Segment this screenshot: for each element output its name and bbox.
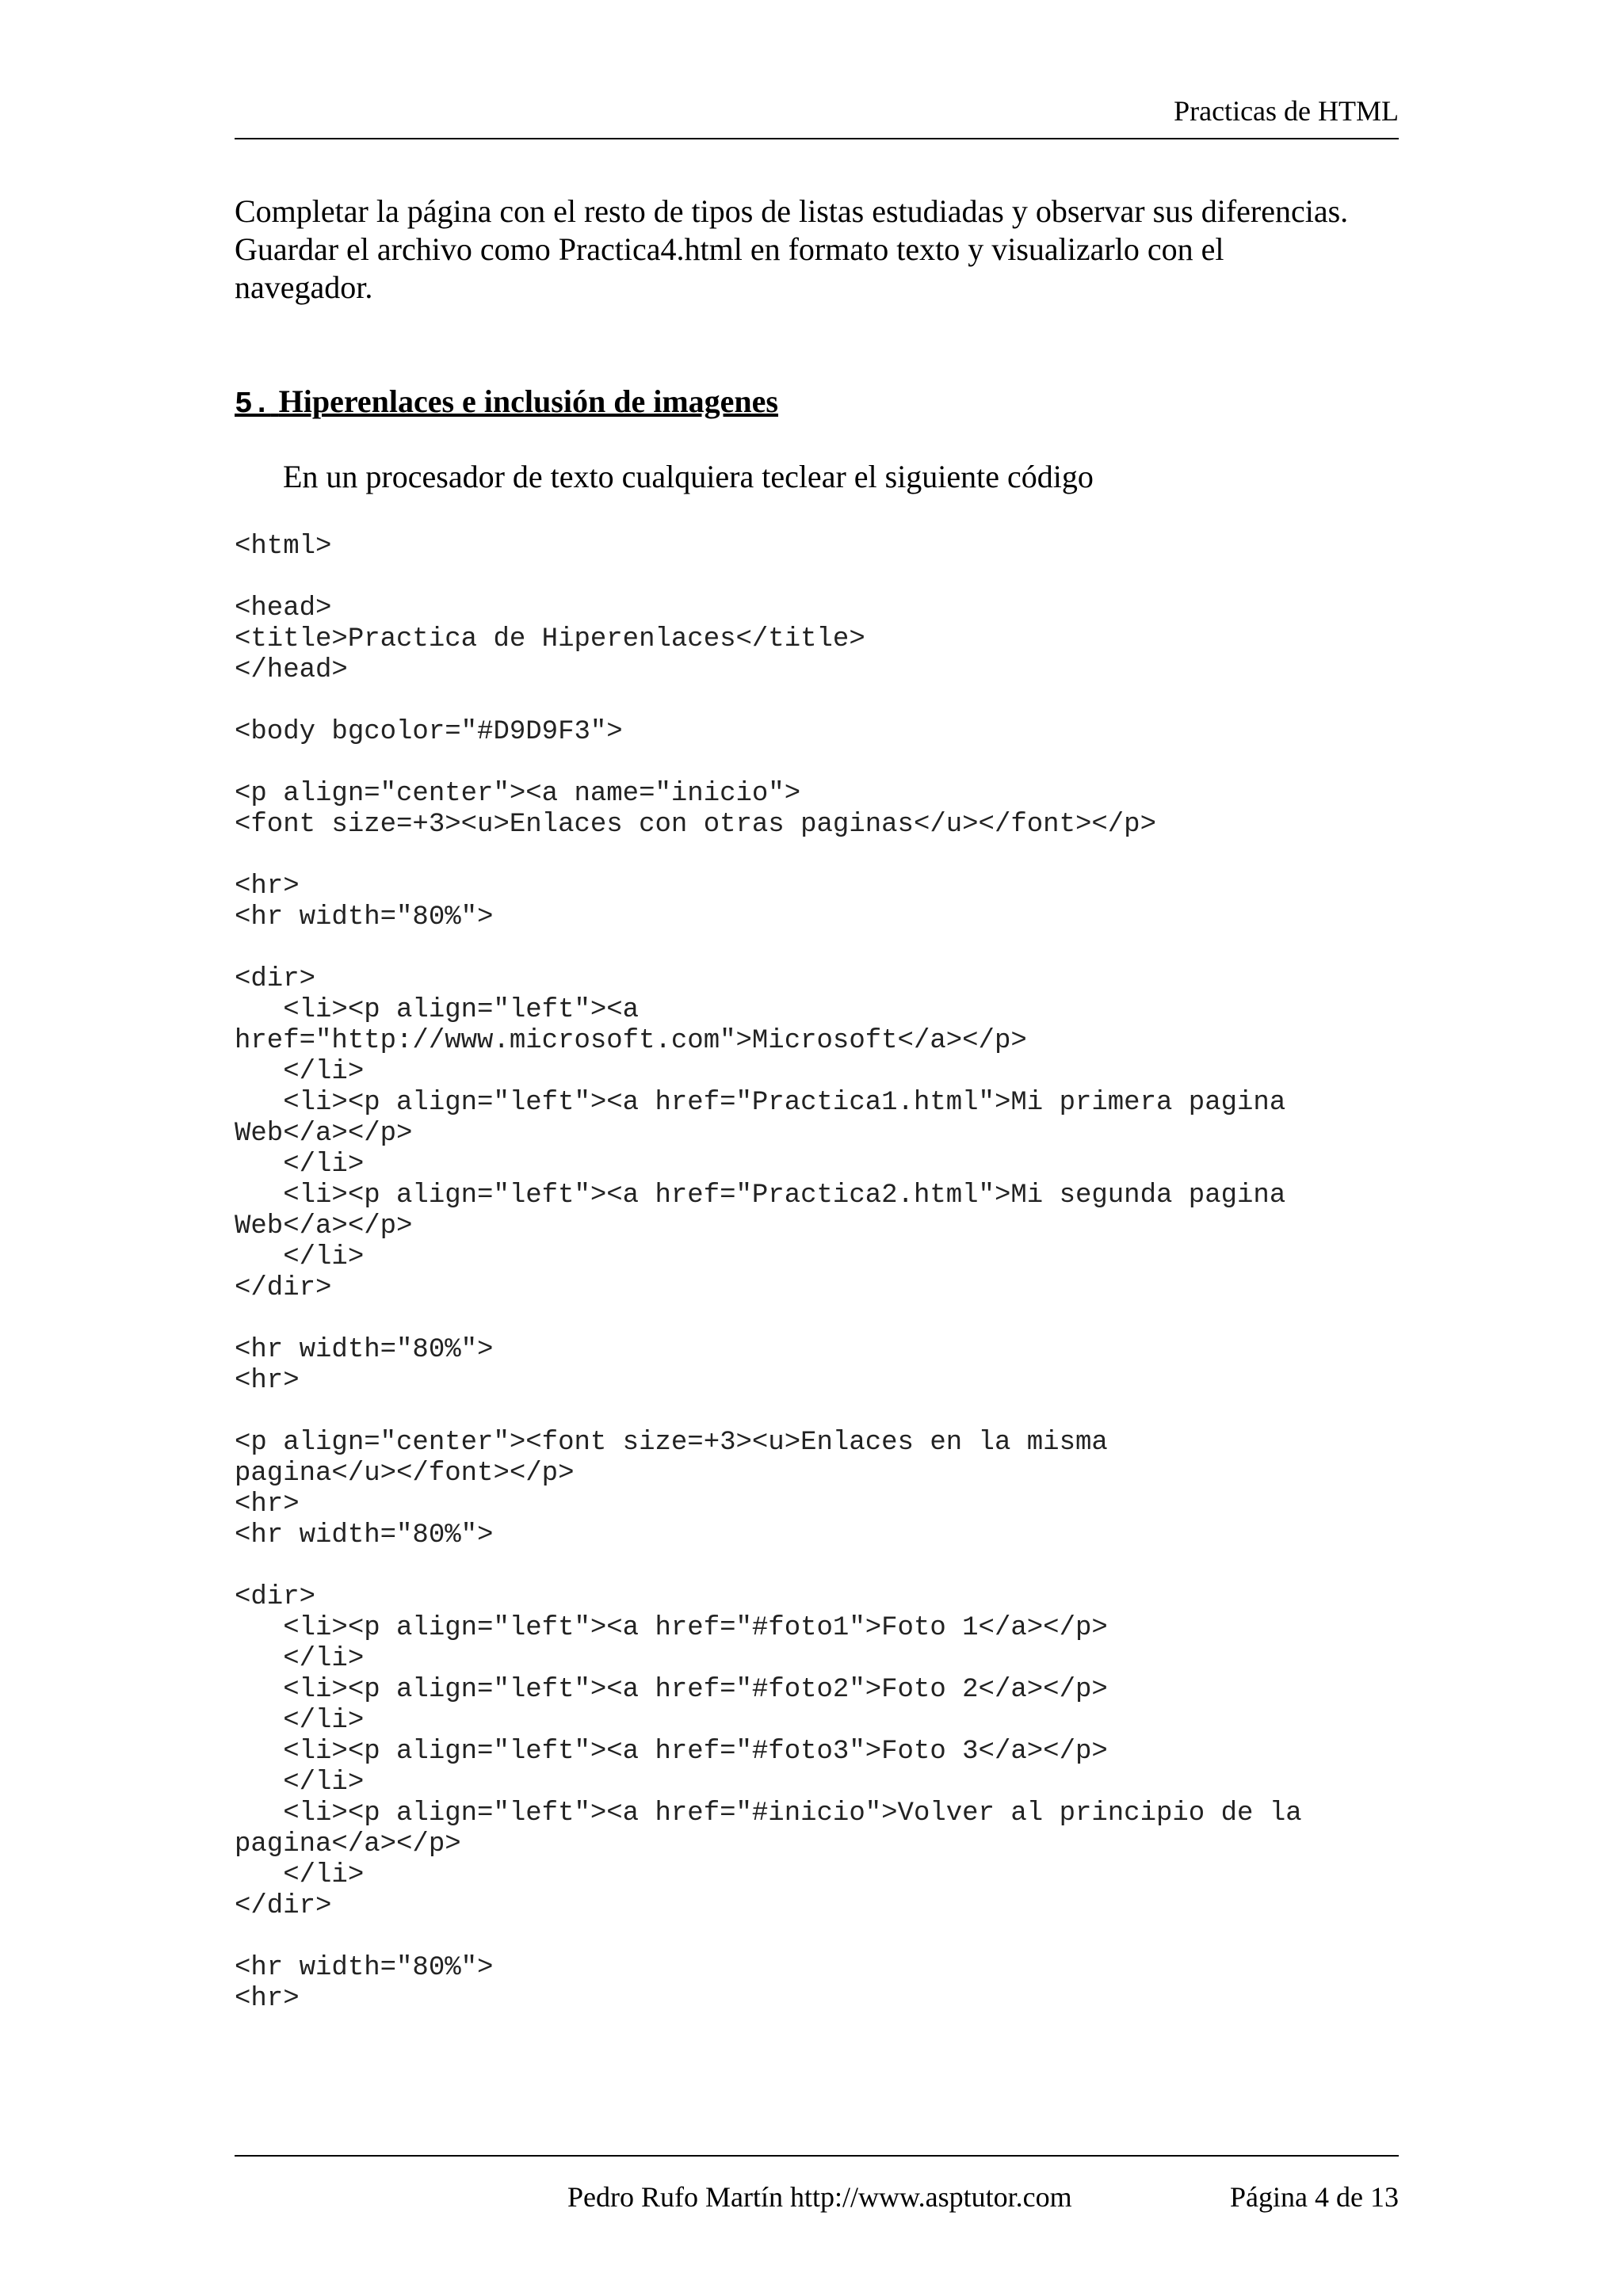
code-line: </li> (235, 1644, 365, 1674)
section-instruction: En un procesador de texto cualquiera teclear el siguiente código (283, 459, 1094, 494)
intro-line: navegador. (235, 269, 373, 305)
code-line: <li><p align="left"><a href="#inicio">Volver al principio de la (235, 1798, 1302, 1829)
code-line: <html> (235, 532, 332, 562)
code-line: pagina</a></p> (235, 1829, 461, 1859)
code-line: <hr width="80%"> (235, 1953, 494, 1983)
code-line: </li> (235, 1860, 365, 1890)
code-line (235, 1304, 1302, 1335)
code-line: href="http://www.microsoft.com">Microsoft</a></p> (235, 1026, 1027, 1056)
code-line (235, 748, 1302, 779)
code-line: <li><p align="left"><a (235, 995, 640, 1025)
code-line: <title>Practica de Hiperenlaces</title> (235, 624, 865, 654)
intro-line: Guardar el archivo como Practica4.html en formato texto y visualizarlo con el (235, 231, 1224, 267)
code-line: <hr> (235, 871, 300, 902)
code-line: Web</a></p> (235, 1211, 413, 1241)
code-line: <font size=+3><u>Enlaces con otras paginas</u></font></p> (235, 810, 1156, 840)
footer-author: Pedro Rufo Martín http://www.asptutor.com (567, 2181, 1072, 2213)
code-line: <hr> (235, 1366, 300, 1396)
section-title: Hiperenlaces e inclusión de imagenes (278, 383, 778, 419)
code-line (235, 841, 1302, 871)
section-heading (235, 383, 778, 424)
code-line (235, 563, 1302, 593)
code-line: <p align="center"><a name="inicio"> (235, 779, 801, 809)
code-line: </dir> (235, 1891, 332, 1921)
code-line: <li><p align="left"><a href="Practica2.html">Mi segunda pagina (235, 1180, 1286, 1211)
code-listing (235, 532, 1302, 2015)
code-line: </li> (235, 1242, 365, 1272)
running-header: Practicas de HTML (1174, 95, 1399, 127)
code-line (235, 686, 1302, 717)
footer-rule (235, 2155, 1399, 2157)
page-number: Página 4 de 13 (1230, 2181, 1399, 2213)
code-line: </dir> (235, 1273, 332, 1303)
code-line (235, 933, 1302, 964)
code-line: <hr> (235, 1489, 300, 1520)
code-line: </li> (235, 1150, 365, 1180)
code-line: <body bgcolor="#D9D9F3"> (235, 717, 623, 747)
code-line: </li> (235, 1768, 365, 1798)
code-line (235, 1922, 1302, 1953)
code-line: <dir> (235, 1582, 316, 1612)
section-number: 5. (235, 387, 271, 421)
code-line: <dir> (235, 964, 316, 994)
code-line: Web</a></p> (235, 1119, 413, 1149)
intro-line: Completar la página con el resto de tipos de listas estudiadas y observar sus diferencias. (235, 193, 1349, 229)
code-line: </li> (235, 1057, 365, 1087)
code-line: <hr width="80%"> (235, 1335, 494, 1365)
intro-paragraph (235, 193, 1423, 307)
code-line: <head> (235, 593, 332, 624)
code-line: </head> (235, 655, 348, 685)
code-line: <li><p align="left"><a href="#foto3">Foto 3</a></p> (235, 1737, 1108, 1767)
code-line: <li><p align="left"><a href="#foto1">Foto 1</a></p> (235, 1613, 1108, 1643)
header-rule (235, 138, 1399, 139)
code-line (235, 1551, 1302, 1582)
code-line: <hr width="80%"> (235, 1520, 494, 1550)
code-line: pagina</u></font></p> (235, 1459, 575, 1489)
code-line: <hr> (235, 1984, 300, 2014)
code-line: </li> (235, 1706, 365, 1736)
code-line: <li><p align="left"><a href="Practica1.html">Mi primera pagina (235, 1088, 1286, 1118)
code-line: <p align="center"><font size=+3><u>Enlaces en la misma (235, 1428, 1108, 1458)
code-line: <hr width="80%"> (235, 902, 494, 933)
code-line: <li><p align="left"><a href="#foto2">Foto 2</a></p> (235, 1675, 1108, 1705)
code-line (235, 1397, 1302, 1428)
